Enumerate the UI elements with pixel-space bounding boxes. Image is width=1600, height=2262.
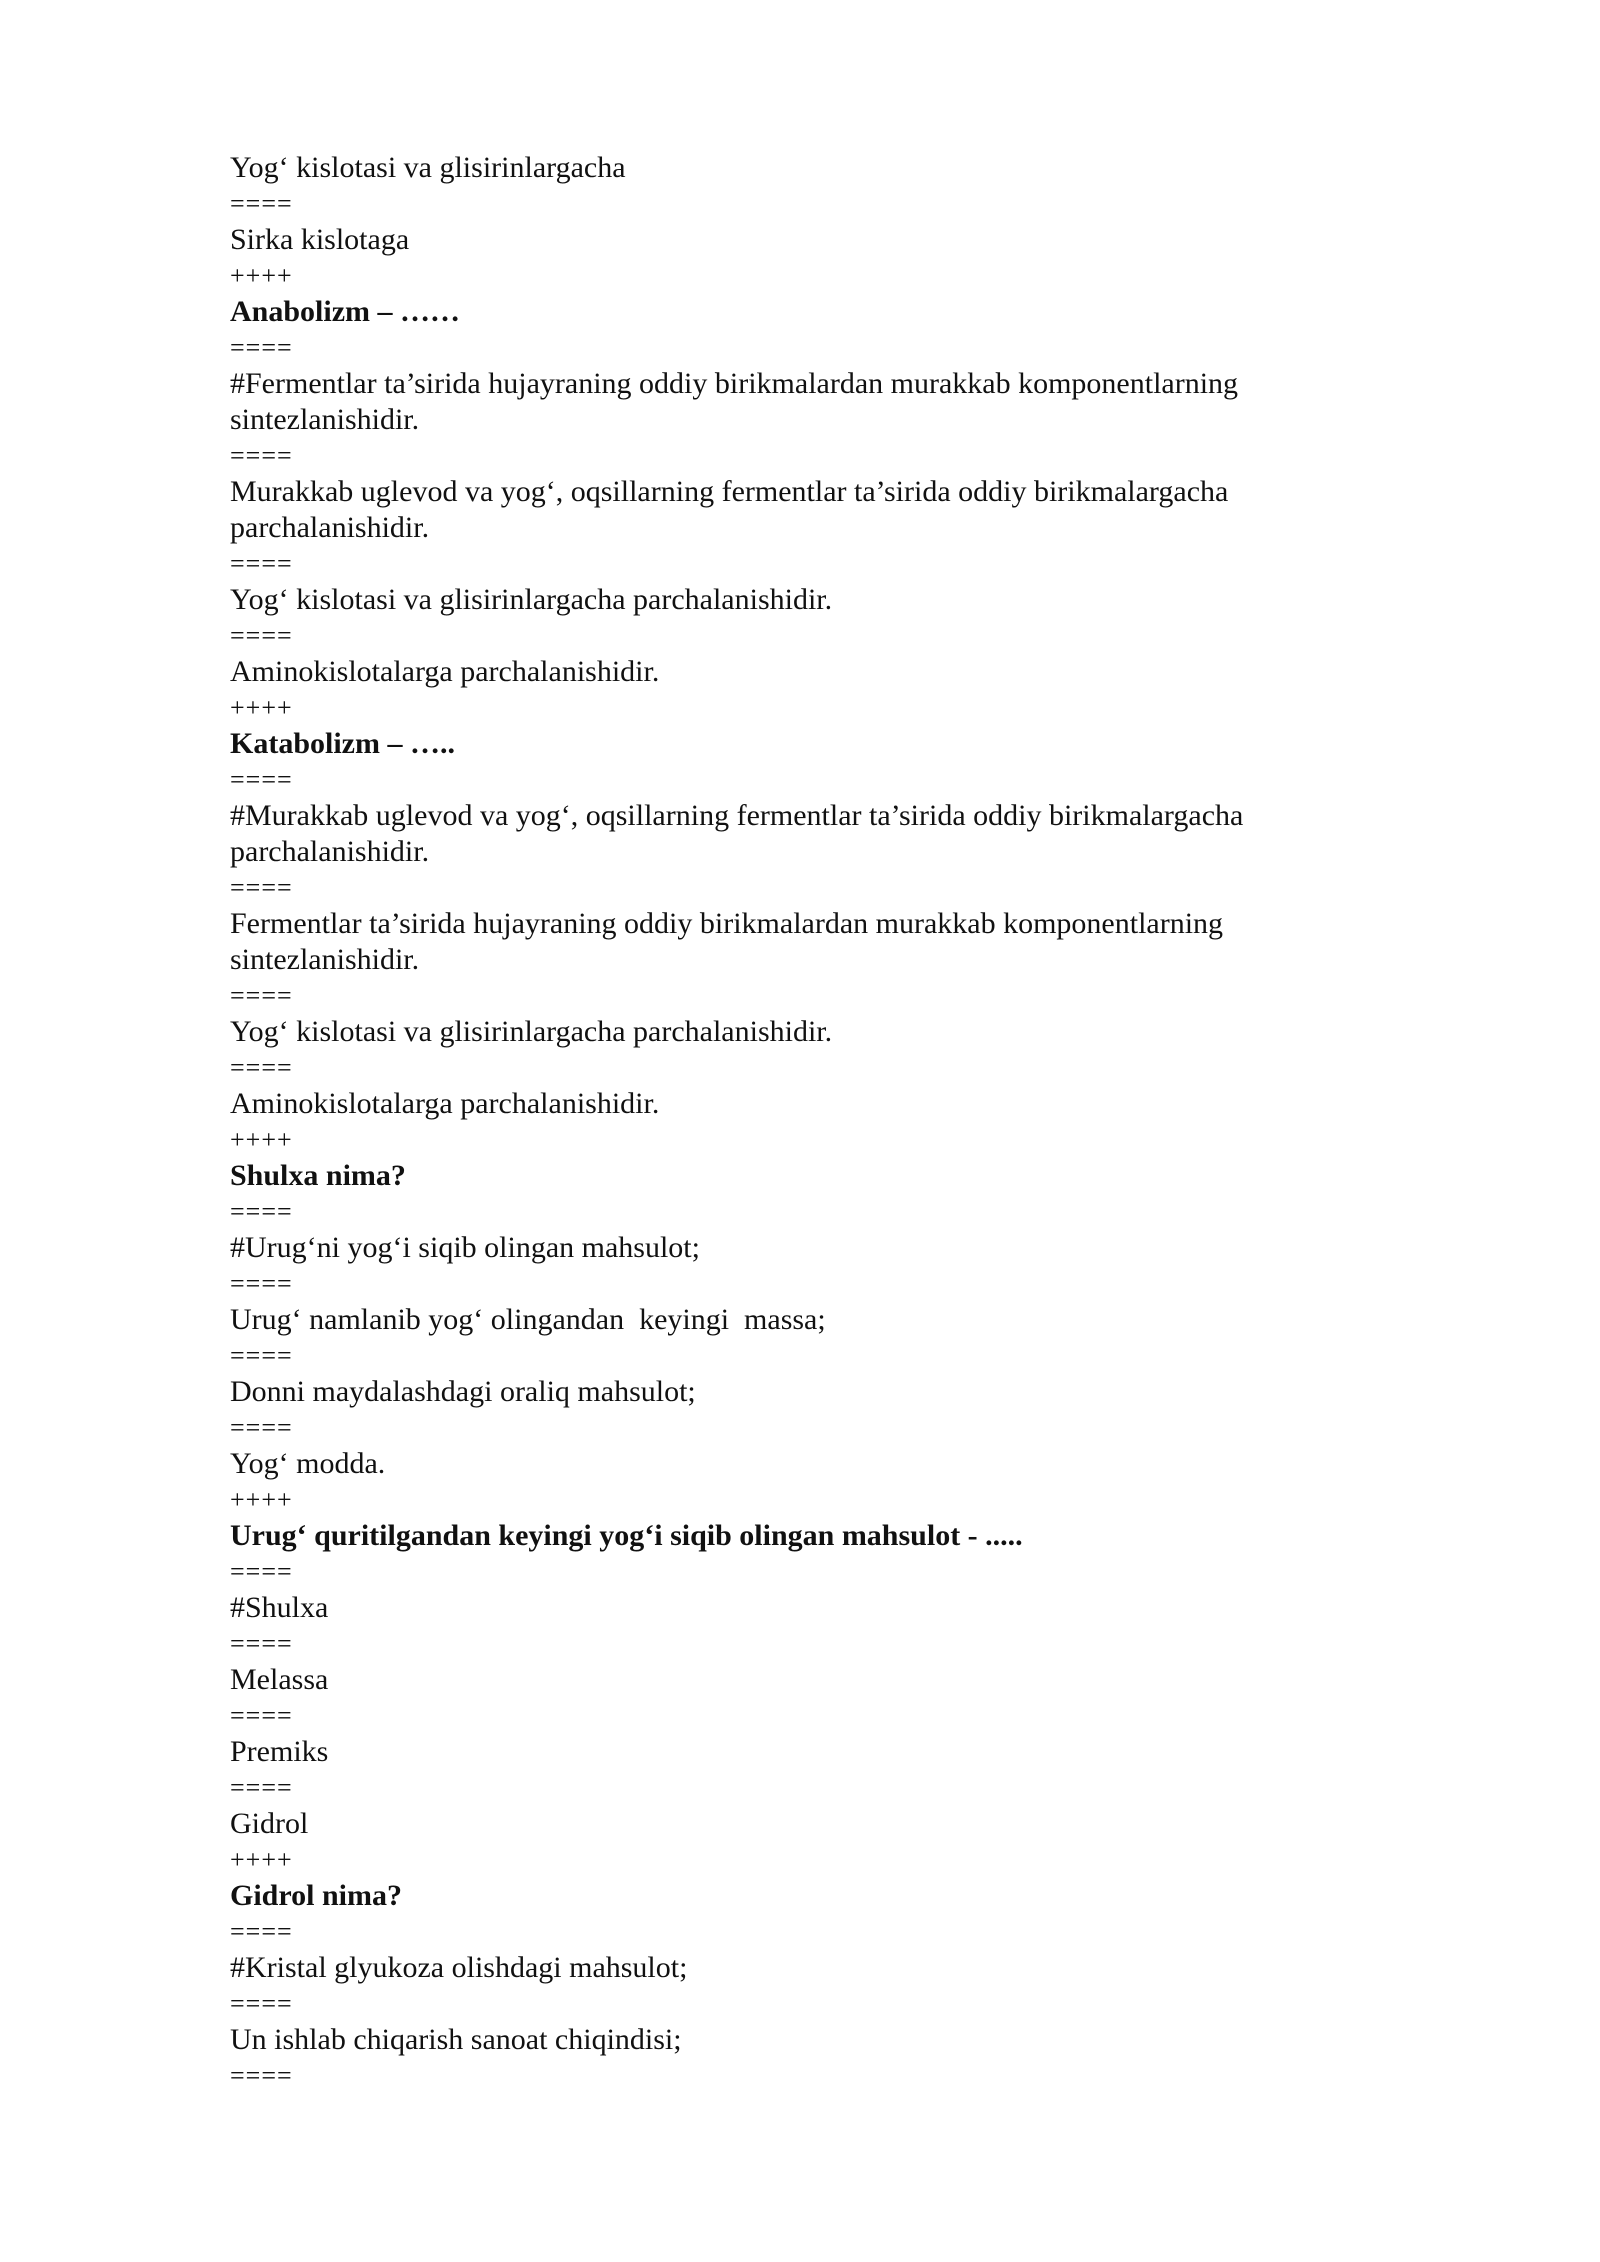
answer-option: Gidrol [230, 1807, 309, 1840]
option-separator: ==== [230, 873, 293, 902]
question-separator: ++++ [230, 1485, 293, 1514]
question-heading: Anabolizm – …… [230, 295, 461, 328]
option-separator: ==== [230, 765, 293, 794]
question-heading: Shulxa nima? [230, 1159, 406, 1192]
answer-option: Aminokislotalarga parchalanishidir. [230, 1087, 660, 1120]
answer-option: parchalanishidir. [230, 835, 430, 868]
option-separator: ==== [230, 621, 293, 650]
answer-option: Premiks [230, 1735, 329, 1768]
correct-answer-option: #Shulxa [230, 1591, 329, 1624]
question-heading: Gidrol nima? [230, 1879, 402, 1912]
answer-option: parchalanishidir. [230, 511, 430, 544]
answer-option: Donni maydalashdagi oraliq mahsulot; [230, 1375, 696, 1408]
option-separator: ==== [230, 1629, 293, 1658]
answer-option: Sirka kislotaga [230, 223, 410, 256]
option-separator: ==== [230, 189, 293, 218]
question-heading: Urug‘ quritilgandan keyingi yog‘i siqib olingan mahsulot - ..... [230, 1519, 1023, 1552]
answer-option: Fermentlar ta’sirida hujayraning oddiy birikmalardan murakkab komponentlarning [230, 907, 1224, 940]
answer-option: Un ishlab chiqarish sanoat chiqindisi; [230, 2023, 682, 2056]
answer-option: Murakkab uglevod va yog‘, oqsillarning fermentlar ta’sirida oddiy birikmalargacha [230, 475, 1229, 508]
option-separator: ==== [230, 1413, 293, 1442]
correct-answer-option: #Urug‘ni yog‘i siqib olingan mahsulot; [230, 1231, 700, 1264]
answer-option: sintezlanishidir. [230, 403, 420, 436]
option-separator: ==== [230, 1701, 293, 1730]
option-separator: ==== [230, 1341, 293, 1370]
answer-option: Melassa [230, 1663, 329, 1696]
option-separator: ==== [230, 1053, 293, 1082]
answer-option: Yog‘ kislotasi va glisirinlargacha parchalanishidir. [230, 1015, 833, 1048]
option-separator: ==== [230, 333, 293, 362]
document-page [230, 150, 1380, 2094]
option-separator: ==== [230, 981, 293, 1010]
answer-option: Yog‘ modda. [230, 1447, 386, 1480]
option-separator: ==== [230, 549, 293, 578]
option-separator: ==== [230, 2061, 293, 2090]
option-separator: ==== [230, 1917, 293, 1946]
correct-answer-option: #Kristal glyukoza olishdagi mahsulot; [230, 1951, 688, 1984]
correct-answer-option: #Murakkab uglevod va yog‘, oqsillarning fermentlar ta’sirida oddiy birikmalargacha [230, 799, 1244, 832]
answer-option: Yog‘ kislotasi va glisirinlargacha parchalanishidir. [230, 583, 833, 616]
option-separator: ==== [230, 1557, 293, 1586]
option-separator: ==== [230, 1197, 293, 1226]
answer-option: Aminokislotalarga parchalanishidir. [230, 655, 660, 688]
option-separator: ==== [230, 441, 293, 470]
question-separator: ++++ [230, 1845, 293, 1874]
question-heading: Katabolizm – ….. [230, 727, 455, 760]
answer-option: Urug‘ namlanib yog‘ olingandan keyingi massa; [230, 1303, 826, 1336]
question-separator: ++++ [230, 261, 293, 290]
correct-answer-option: #Fermentlar ta’sirida hujayraning oddiy birikmalardan murakkab komponentlarning [230, 367, 1239, 400]
option-separator: ==== [230, 1989, 293, 2018]
answer-option: sintezlanishidir. [230, 943, 420, 976]
option-separator: ==== [230, 1773, 293, 1802]
question-separator: ++++ [230, 693, 293, 722]
answer-option: Yog‘ kislotasi va glisirinlargacha [230, 151, 626, 184]
option-separator: ==== [230, 1269, 293, 1298]
question-separator: ++++ [230, 1125, 293, 1154]
